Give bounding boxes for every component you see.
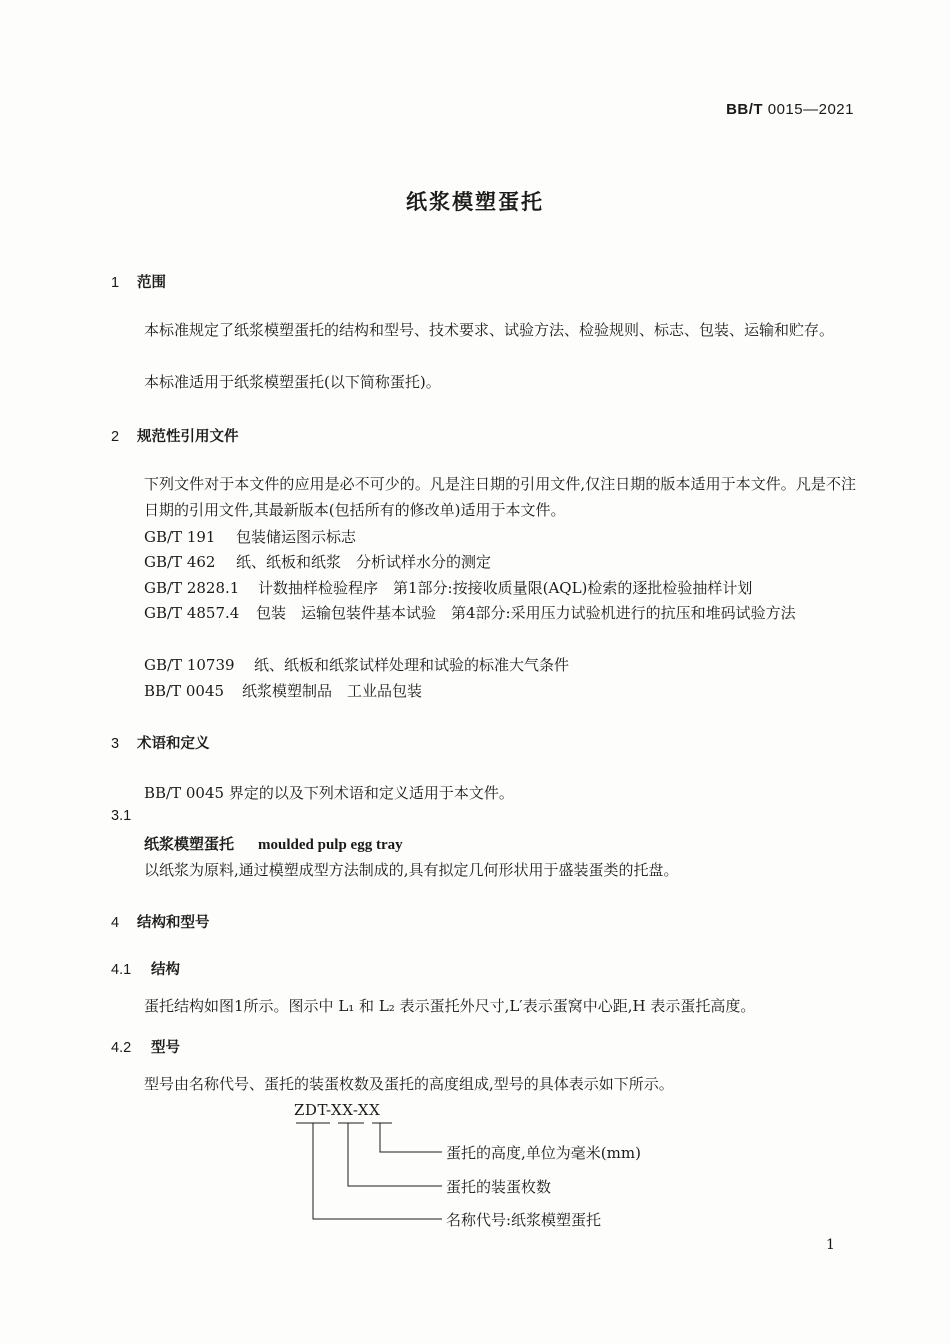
reference-item: GB/T 2828.1 计数抽样检验程序 第1部分:按接收质量限(AQL)检索的逐批检验抽样计划 bbox=[144, 579, 753, 597]
section-2-intro: 下列文件对于本文件的应用是必不可少的。凡是注日期的引用文件,仅注日期的版本适用于本文件。凡是不注日期的引用文件,其最新版本(包括所有的修改单)适用于本文件。 bbox=[144, 475, 856, 519]
section-3-intro: BB/T 0045 界定的以及下列术语和定义适用于本文件。 bbox=[144, 784, 514, 802]
reference-item: GB/T 191 包装储运图示标志 bbox=[144, 528, 357, 546]
label-name: 名称代号:纸浆模塑蛋托 bbox=[446, 1211, 602, 1229]
standard-number: 0015—2021 bbox=[767, 101, 854, 118]
section-1-para-1: 本标准规定了纸浆模塑蛋托的结构和型号、技术要求、试验方法、检验规则、标志、包装、运输和贮存。 bbox=[144, 321, 835, 339]
subsection-4-1-text: 蛋托结构如图1所示。图示中 L₁ 和 L₂ 表示蛋托外尺寸,L′表示蛋窝中心距,H 表示蛋托高度。 bbox=[144, 997, 756, 1015]
page-title: 纸浆模塑蛋托 bbox=[406, 190, 544, 214]
term-chinese: 纸浆模塑蛋托 bbox=[144, 835, 235, 853]
section-4-heading: 4 结构和型号 bbox=[111, 915, 210, 931]
reference-item: BB/T 0045 纸浆模塑制品 工业品包装 bbox=[144, 682, 423, 700]
subsection-4-2-heading: 4.2 型号 bbox=[111, 1040, 180, 1056]
standard-prefix: BB/T bbox=[726, 101, 764, 118]
reference-item: GB/T 462 纸、纸板和纸浆 分析试样水分的测定 bbox=[144, 553, 492, 571]
reference-item: GB/T 4857.4 包装 运输包装件基本试验 第4部分:采用压力试验机进行的抗压和堆码试验方法 bbox=[144, 604, 796, 622]
term-entry bbox=[144, 833, 403, 854]
model-code: ZDT-XX-XX bbox=[294, 1101, 381, 1119]
subsection-3-1-number: 3.1 bbox=[111, 808, 132, 824]
page-number: 1 bbox=[826, 1237, 835, 1253]
term-definition: 以纸浆为原料,通过模塑成型方法制成的,具有拟定几何形状用于盛装蛋类的托盘。 bbox=[144, 861, 679, 879]
subsection-4-1-heading: 4.1 结构 bbox=[111, 962, 180, 978]
section-2-heading: 2 规范性引用文件 bbox=[111, 429, 239, 445]
label-height: 蛋托的高度,单位为毫米(mm) bbox=[446, 1144, 641, 1162]
section-1-para-2: 本标准适用于纸浆模塑蛋托(以下简称蛋托)。 bbox=[144, 373, 441, 391]
subsection-4-2-text: 型号由名称代号、蛋托的装蛋枚数及蛋托的高度组成,型号的具体表示如下所示。 bbox=[144, 1075, 674, 1093]
term-english: moulded pulp egg tray bbox=[258, 837, 403, 853]
reference-item: GB/T 10739 纸、纸板和纸浆试样处理和试验的标准大气条件 bbox=[144, 656, 570, 674]
section-1-heading: 1 范围 bbox=[111, 275, 166, 291]
standard-code bbox=[726, 101, 854, 118]
section-3-heading: 3 术语和定义 bbox=[111, 736, 210, 752]
label-count: 蛋托的装蛋枚数 bbox=[446, 1178, 552, 1196]
